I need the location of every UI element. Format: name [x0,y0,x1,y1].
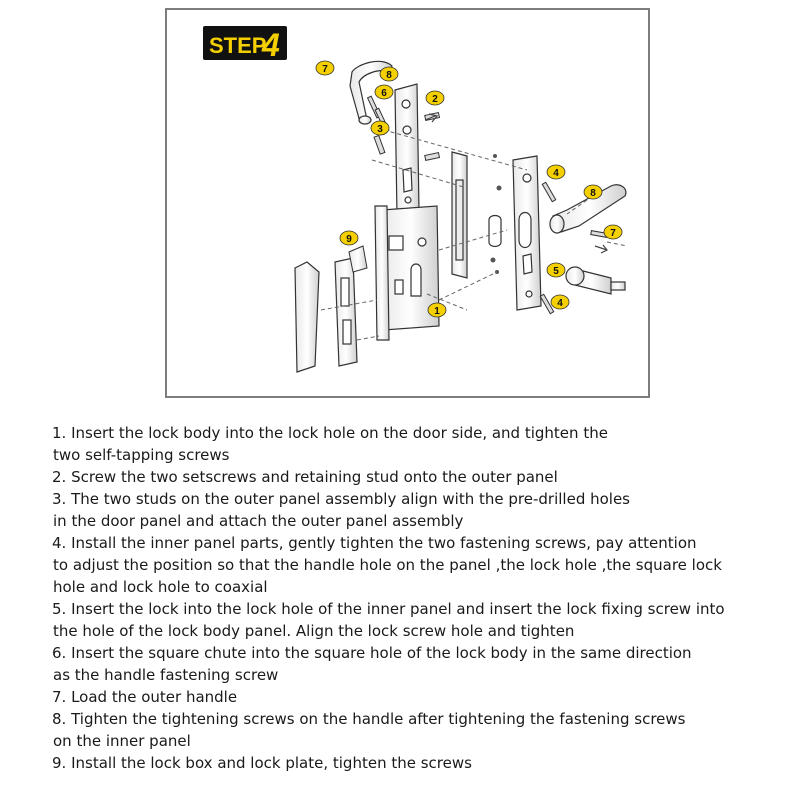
callout-4a [547,165,565,179]
instruction-line: 3. The two studs on the outer panel assembly align with the pre-drilled holes [52,490,630,508]
assembly-guides [321,128,627,340]
svg-text:9: 9 [346,234,352,245]
callout-8b [584,185,602,199]
instruction-line: 1. Insert the lock body into the lock hole on the door side, and tighten the [52,424,608,442]
callout-7b [604,225,622,239]
svg-text:7: 7 [322,64,328,75]
svg-text:3: 3 [377,124,383,135]
callout-6 [375,85,393,99]
instruction-step-1 [52,422,792,466]
callout-7a [316,61,334,75]
badge-text: STEP [209,33,267,58]
instruction-step-9 [52,752,792,774]
lock-plate [452,152,467,278]
door-holes [491,154,502,274]
callout-1 [428,303,446,317]
instruction-line: 4. Install the inner panel parts, gently tighten the two fastening screws, pay attention [52,534,697,552]
instruction-line: in the door panel and attach the outer panel assembly [53,512,464,530]
door-cutout [489,216,501,247]
svg-text:8: 8 [386,70,392,81]
badge-number: 4 [262,27,280,63]
step-badge [203,26,287,63]
callout-2 [426,91,444,105]
instruction-line: 2. Screw the two setscrews and retaining stud onto the outer panel [52,468,558,486]
callout-8a [380,67,398,81]
svg-text:4: 4 [557,298,563,309]
instruction-line: 5. Insert the lock into the lock hole of the inner panel and insert the lock fixing screw into [52,600,725,618]
svg-text:1: 1 [434,306,440,317]
svg-text:5: 5 [553,266,559,277]
instruction-line: on the inner panel [53,732,191,750]
instruction-line: 8. Tighten the tightening screws on the handle after tightening the fastening screws [52,710,686,728]
instruction-line: to adjust the position so that the handle hole on the panel ,the lock hole ,the square lock [53,556,722,574]
instruction-step-5 [52,598,792,642]
lock-assembly-diagram [167,10,648,396]
instruction-line: the hole of the lock body panel. Align the lock screw hole and tighten [53,622,575,640]
svg-text:2: 2 [432,94,438,105]
instruction-step-7 [52,686,792,708]
inner-panel [513,156,541,310]
instruction-step-6 [52,642,792,686]
lock-box [295,262,319,372]
instruction-line: 6. Insert the square chute into the square hole of the lock body in the same direction [52,644,692,662]
outer-panel [395,84,419,216]
instruction-line: hole and lock hole to coaxial [53,578,268,596]
instruction-line: 9. Install the lock box and lock plate, tighten the screws [52,754,472,772]
lock-cylinder [566,267,625,294]
svg-text:7: 7 [610,228,616,239]
strike-plate [335,258,357,366]
callout-5 [547,263,565,277]
instruction-list [52,422,792,774]
instruction-step-2 [52,466,792,488]
instruction-step-3 [52,488,792,532]
svg-text:6: 6 [381,88,387,99]
svg-text:8: 8 [590,188,596,199]
callout-9 [340,231,358,245]
instruction-line: two self-tapping screws [53,446,230,464]
lock-body [375,206,439,340]
instruction-line: 7. Load the outer handle [52,688,238,706]
instruction-step-8 [52,708,792,752]
instruction-step-4 [52,532,792,598]
callout-4b [551,295,569,309]
exploded-diagram-frame [165,8,650,398]
instruction-line: as the handle fastening screw [53,666,279,684]
callout-3 [371,121,389,135]
svg-text:4: 4 [553,168,559,179]
